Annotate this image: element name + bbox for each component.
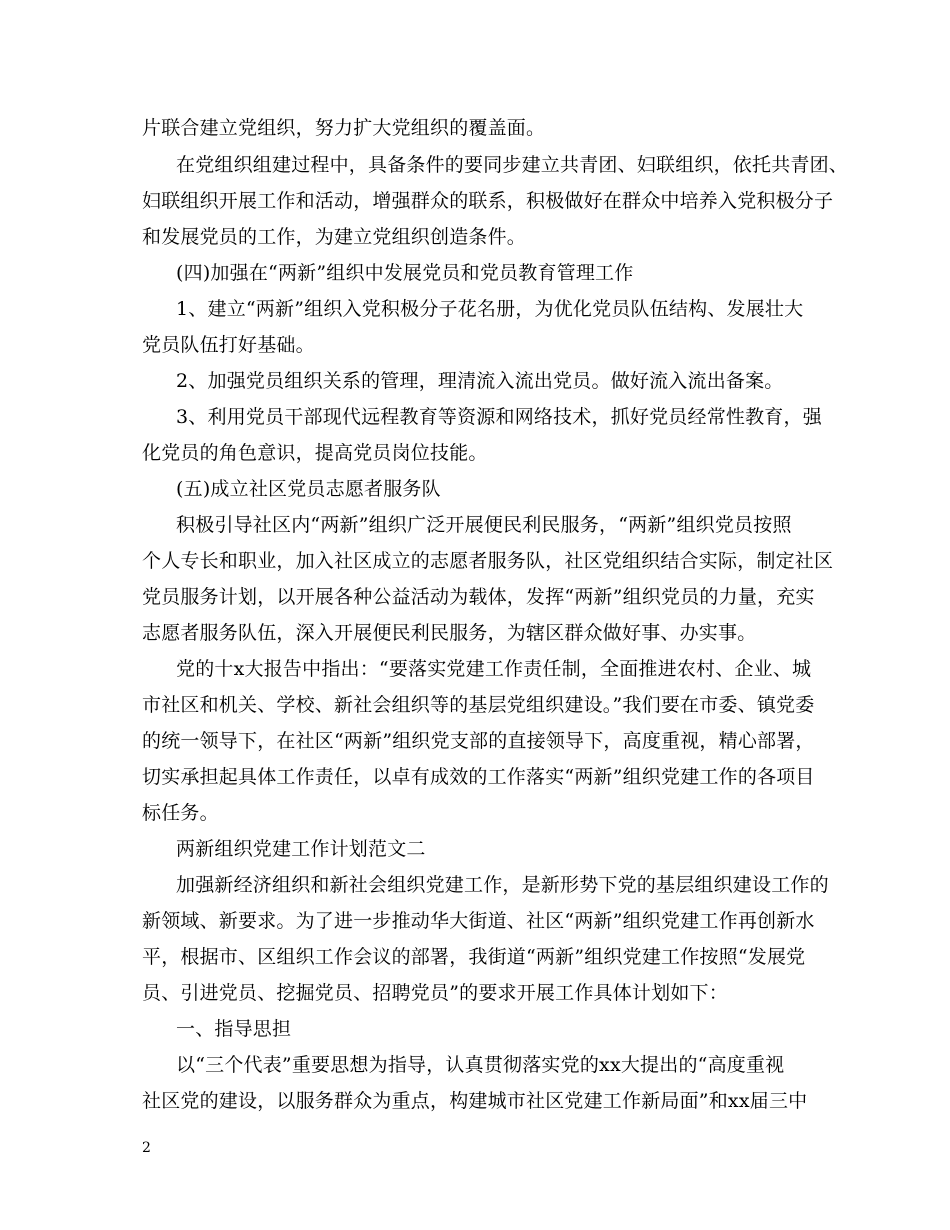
page-number: 2 — [142, 1140, 151, 1156]
section-heading: (四)加强在“两新”组织中发展党员和党员教育管理工作 — [176, 262, 634, 284]
text-line: 党员服务计划，以开展各种公益活动为载体，发挥“两新”组织党员的力量，充实 — [142, 586, 815, 608]
text-line: 2、加强党员组织关系的管理，理清流入流出党员。做好流入流出备案。 — [176, 370, 784, 392]
section-heading: 一、指导思担 — [176, 1018, 292, 1040]
text-line: 党员队伍打好基础。 — [142, 334, 315, 356]
text-line: 志愿者服务队伍，深入开展便民利民服务，为辖区群众做好事、办实事。 — [142, 622, 757, 644]
text-line: 新领域、新要求。为了进一步推动华大街道、社区“两新”组织党建工作再创新水 — [142, 910, 815, 932]
text-line: 化党员的角色意识，提高党员岗位技能。 — [142, 442, 488, 464]
text-line: 3、利用党员干部现代远程教育等资源和网络技术，抓好党员经常性教育，强 — [176, 406, 822, 428]
text-line: 和发展党员的工作，为建立党组织创造条件。 — [142, 226, 527, 248]
text-line: 员、引进党员、挖掘党员、招聘党员”的要求开展工作具体计划如下： — [142, 982, 728, 1004]
text-line: 党的十x大报告中指出：“要落实党建工作责任制，全面推进农村、企业、城 — [176, 658, 812, 680]
text-line: 市社区和机关、学校、新社会组织等的基层党组织建设。”我们要在市委、镇党委 — [142, 694, 815, 716]
text-line: 标任务。 — [142, 802, 219, 824]
text-line: 平，根据市、区组织工作会议的部署，我街道“两新”组织党建工作按照“发展党 — [142, 946, 806, 968]
text-line: 个人专长和职业，加入社区成立的志愿者服务队，社区党组织结合实际，制定社区 — [142, 550, 834, 572]
text-line: 的统一领导下，在社区“两新”组织党支部的直接领导下，高度重视，精心部署， — [142, 730, 815, 752]
text-line: 在党组织组建过程中，具备条件的要同步建立共青团、妇联组织，依托共青团、 — [176, 154, 849, 176]
section-heading: (五)成立社区党员志愿者服务队 — [176, 478, 441, 500]
section-heading: 两新组织党建工作计划范文二 — [176, 838, 426, 860]
text-line: 以“三个代表”重要思想为指导，认真贯彻落实党的xx大提出的“高度重视 — [176, 1054, 785, 1076]
text-line: 切实承担起具体工作责任，以卓有成效的工作落实“两新”组织党建工作的各项目 — [142, 766, 815, 788]
text-line: 1、建立“两新”组织入党积极分子花名册，为优化党员队伍结构、发展壮大 — [176, 298, 804, 320]
text-line: 积极引导社区内“两新”组织广泛开展便民利民服务，“两新”组织党员按照 — [176, 514, 792, 536]
text-line: 妇联组织开展工作和活动，增强群众的联系，积极做好在群众中培养入党积极分子 — [142, 190, 834, 212]
text-line: 社区党的建设，以服务群众为重点，构建城市社区党建工作新局面”和xx届三中 — [142, 1090, 808, 1112]
text-line: 加强新经济组织和新社会组织党建工作，是新形势下党的基层组织建设工作的 — [176, 874, 829, 896]
text-line: 片联合建立党组织，努力扩大党组织的覆盖面。 — [142, 117, 546, 139]
